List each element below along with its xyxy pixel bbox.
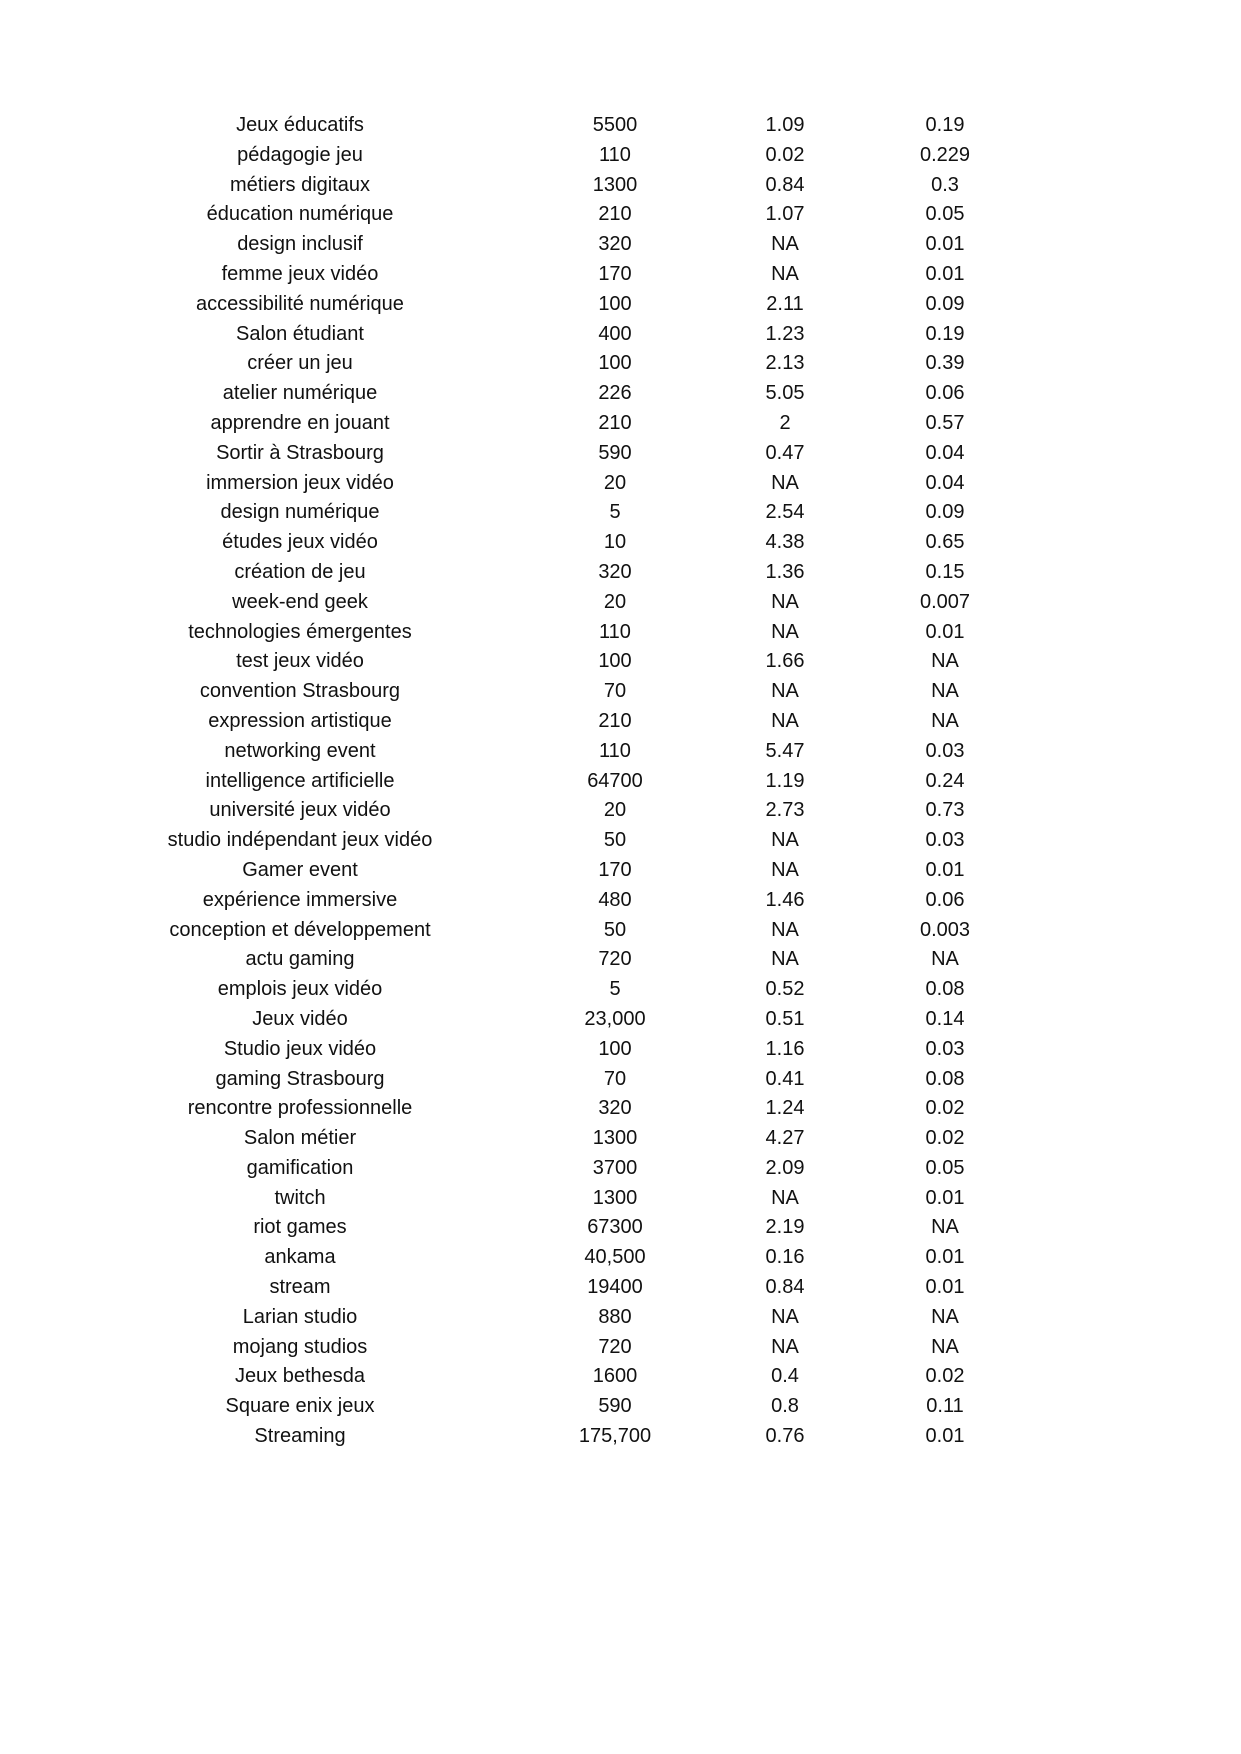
keyword-cell: Gamer event — [242, 858, 358, 881]
competition-cell: 0.14 — [925, 1007, 965, 1030]
keyword-cell: conception et développement — [169, 918, 431, 941]
cpc-cell: 0.41 — [765, 1067, 805, 1090]
competition-cell: NA — [931, 680, 959, 703]
volume-cell: 100 — [598, 292, 632, 315]
volume-cell: 320 — [598, 1097, 632, 1120]
keyword-cell: éducation numérique — [206, 203, 394, 226]
volume-cell: 1300 — [592, 1127, 638, 1150]
table-row — [0, 111, 1241, 141]
cpc-cell: 4.27 — [765, 1127, 805, 1150]
table-row — [0, 707, 1241, 737]
volume-cell: 70 — [603, 1067, 627, 1090]
competition-cell: NA — [931, 709, 959, 732]
keyword-cell: emplois jeux vidéo — [217, 978, 383, 1001]
volume-cell: 3700 — [592, 1156, 638, 1179]
volume-cell: 1600 — [592, 1365, 638, 1388]
table-row — [0, 469, 1241, 499]
table-row — [0, 945, 1241, 975]
competition-cell: NA — [931, 1216, 959, 1239]
cpc-cell: 2.09 — [765, 1156, 805, 1179]
competition-cell: 0.06 — [925, 888, 965, 911]
cpc-cell: NA — [771, 829, 799, 852]
table-row — [0, 498, 1241, 528]
table-row — [0, 290, 1241, 320]
cpc-cell: 1.24 — [765, 1097, 805, 1120]
volume-cell: 170 — [598, 262, 632, 285]
volume-cell: 590 — [598, 1395, 632, 1418]
cpc-cell: 1.16 — [765, 1037, 805, 1060]
table-row — [0, 647, 1241, 677]
table-row — [0, 1243, 1241, 1273]
table-row — [0, 767, 1241, 797]
volume-cell: 400 — [598, 322, 632, 345]
competition-cell: 0.65 — [925, 531, 965, 554]
competition-cell: 0.02 — [925, 1097, 965, 1120]
keyword-cell: expression artistique — [208, 709, 392, 732]
keyword-cell: riot games — [253, 1216, 347, 1239]
keyword-table — [0, 111, 1241, 1452]
table-row — [0, 886, 1241, 916]
keyword-cell: Streaming — [254, 1425, 346, 1448]
competition-cell: 0.3 — [931, 173, 959, 196]
cpc-cell: 0.8 — [771, 1395, 799, 1418]
volume-cell: 50 — [603, 918, 627, 941]
table-row — [0, 1094, 1241, 1124]
cpc-cell: 0.51 — [765, 1007, 805, 1030]
keyword-cell: Larian studio — [242, 1305, 358, 1328]
competition-cell: 0.08 — [925, 1067, 965, 1090]
table-row — [0, 439, 1241, 469]
table-row — [0, 1362, 1241, 1392]
table-row — [0, 1392, 1241, 1422]
keyword-cell: design inclusif — [237, 233, 363, 256]
cpc-cell: 1.46 — [765, 888, 805, 911]
keyword-cell: networking event — [224, 739, 376, 762]
keyword-cell: expérience immersive — [202, 888, 398, 911]
competition-cell: 0.01 — [925, 1186, 965, 1209]
table-row — [0, 677, 1241, 707]
table-row — [0, 200, 1241, 230]
competition-cell: 0.01 — [925, 858, 965, 881]
volume-cell: 170 — [598, 858, 632, 881]
keyword-cell: actu gaming — [245, 948, 355, 971]
competition-cell: 0.01 — [925, 262, 965, 285]
table-row — [0, 1303, 1241, 1333]
cpc-cell: 2.19 — [765, 1216, 805, 1239]
table-row — [0, 975, 1241, 1005]
volume-cell: 5500 — [592, 114, 638, 136]
cpc-cell: 0.76 — [765, 1425, 805, 1448]
competition-cell: 0.01 — [925, 1425, 965, 1448]
table-row — [0, 260, 1241, 290]
table-row — [0, 1065, 1241, 1095]
cpc-cell: 4.38 — [765, 531, 805, 554]
cpc-cell: 1.19 — [765, 769, 805, 792]
competition-cell: 0.24 — [925, 769, 965, 792]
cpc-cell: 2.11 — [766, 292, 804, 315]
keyword-cell: convention Strasbourg — [199, 680, 401, 703]
table-row — [0, 1422, 1241, 1452]
volume-cell: 880 — [598, 1305, 632, 1328]
keyword-cell: technologies émergentes — [188, 620, 412, 643]
volume-cell: 5 — [609, 501, 621, 524]
cpc-cell: 1.07 — [765, 203, 805, 226]
volume-cell: 110 — [599, 739, 631, 762]
keyword-cell: Salon étudiant — [236, 322, 364, 345]
competition-cell: 0.02 — [925, 1127, 965, 1150]
competition-cell: NA — [931, 948, 959, 971]
table-row — [0, 826, 1241, 856]
table-row — [0, 320, 1241, 350]
cpc-cell: NA — [771, 948, 799, 971]
competition-cell: 0.19 — [925, 114, 965, 136]
cpc-cell: 5.47 — [765, 739, 805, 762]
volume-cell: 20 — [603, 590, 627, 613]
keyword-cell: pédagogie jeu — [237, 143, 363, 166]
keyword-cell: atelier numérique — [222, 382, 378, 405]
competition-cell: NA — [931, 650, 959, 673]
competition-cell: 0.01 — [925, 1246, 965, 1269]
competition-cell: 0.01 — [925, 233, 965, 256]
keyword-cell: test jeux vidéo — [236, 650, 364, 673]
keyword-cell: week-end geek — [232, 590, 368, 613]
cpc-cell: 0.84 — [765, 1276, 805, 1299]
volume-cell: 50 — [603, 829, 627, 852]
keyword-cell: apprendre en jouant — [210, 411, 390, 434]
keyword-cell: Jeux vidéo — [252, 1007, 348, 1030]
table-row — [0, 1154, 1241, 1184]
volume-cell: 320 — [598, 560, 632, 583]
cpc-cell: 0.16 — [765, 1246, 805, 1269]
volume-cell: 175,700 — [578, 1425, 652, 1448]
volume-cell: 480 — [598, 888, 632, 911]
cpc-cell: 0.52 — [765, 978, 805, 1001]
competition-cell: NA — [931, 1305, 959, 1328]
competition-cell: 0.57 — [925, 411, 965, 434]
table-row — [0, 856, 1241, 886]
keyword-cell: rencontre professionnelle — [187, 1097, 413, 1120]
volume-cell: 20 — [603, 471, 627, 494]
cpc-cell: NA — [771, 709, 799, 732]
table-row — [0, 796, 1241, 826]
keyword-cell: Square enix jeux — [225, 1395, 375, 1418]
volume-cell: 64700 — [587, 769, 643, 792]
competition-cell: 0.04 — [925, 471, 965, 494]
competition-cell: 0.03 — [925, 739, 965, 762]
cpc-cell: NA — [771, 262, 799, 285]
cpc-cell: 2.73 — [765, 799, 805, 822]
table-row — [0, 1184, 1241, 1214]
table-row — [0, 588, 1241, 618]
keyword-cell: immersion jeux vidéo — [206, 471, 394, 494]
cpc-cell: NA — [771, 471, 799, 494]
cpc-cell: NA — [771, 1305, 799, 1328]
table-row — [0, 1005, 1241, 1035]
table-row — [0, 1273, 1241, 1303]
table-row — [0, 558, 1241, 588]
competition-cell: 0.19 — [925, 322, 965, 345]
competition-cell: 0.73 — [925, 799, 965, 822]
cpc-cell: 1.23 — [765, 322, 805, 345]
table-row — [0, 528, 1241, 558]
volume-cell: 1300 — [592, 173, 638, 196]
keyword-cell: Salon métier — [243, 1127, 357, 1150]
cpc-cell: 0.4 — [771, 1365, 799, 1388]
keyword-cell: twitch — [274, 1186, 326, 1209]
volume-cell: 5 — [609, 978, 621, 1001]
table-row — [0, 1035, 1241, 1065]
table-row — [0, 349, 1241, 379]
volume-cell: 720 — [598, 948, 632, 971]
competition-cell: 0.39 — [925, 352, 965, 375]
keyword-cell: mojang studios — [232, 1335, 368, 1358]
cpc-cell: NA — [771, 858, 799, 881]
keyword-cell: accessibilité numérique — [196, 292, 404, 315]
competition-cell: 0.03 — [925, 1037, 965, 1060]
competition-cell: 0.02 — [925, 1365, 965, 1388]
table-row — [0, 1213, 1241, 1243]
cpc-cell: 0.47 — [765, 441, 805, 464]
volume-cell: 110 — [599, 143, 631, 166]
cpc-cell: 1.09 — [765, 114, 805, 136]
cpc-cell: NA — [771, 620, 799, 643]
keyword-cell: création de jeu — [234, 560, 366, 583]
cpc-cell: 5.05 — [765, 382, 805, 405]
volume-cell: 590 — [598, 441, 632, 464]
keyword-cell: Jeux bethesda — [234, 1365, 366, 1388]
table-row — [0, 379, 1241, 409]
volume-cell: 19400 — [587, 1276, 643, 1299]
table-row — [0, 1124, 1241, 1154]
volume-cell: 320 — [598, 233, 632, 256]
volume-cell: 100 — [598, 352, 632, 375]
competition-cell: 0.01 — [925, 620, 965, 643]
cpc-cell: NA — [771, 1186, 799, 1209]
competition-cell: 0.09 — [925, 501, 965, 524]
volume-cell: 10 — [603, 531, 627, 554]
table-row — [0, 141, 1241, 171]
cpc-cell: 0.02 — [765, 143, 805, 166]
volume-cell: 1300 — [592, 1186, 638, 1209]
table-row — [0, 409, 1241, 439]
volume-cell: 210 — [598, 709, 632, 732]
table-row — [0, 618, 1241, 648]
cpc-cell: NA — [771, 680, 799, 703]
keyword-cell: gaming Strasbourg — [215, 1067, 385, 1090]
table-row — [0, 230, 1241, 260]
keyword-cell: intelligence artificielle — [205, 769, 395, 792]
competition-cell: 0.06 — [925, 382, 965, 405]
volume-cell: 40,500 — [584, 1246, 646, 1269]
competition-cell: 0.08 — [925, 978, 965, 1001]
cpc-cell: 2 — [779, 411, 791, 434]
keyword-cell: Jeux éducatifs — [236, 114, 364, 136]
cpc-cell: NA — [771, 918, 799, 941]
keyword-cell: métiers digitaux — [229, 173, 371, 196]
cpc-cell: NA — [771, 590, 799, 613]
keyword-cell: études jeux vidéo — [222, 531, 378, 554]
cpc-cell: 0.84 — [765, 173, 805, 196]
volume-cell: 110 — [599, 620, 631, 643]
cpc-cell: NA — [771, 233, 799, 256]
competition-cell: 0.15 — [925, 560, 965, 583]
competition-cell: 0.04 — [925, 441, 965, 464]
competition-cell: 0.09 — [925, 292, 965, 315]
keyword-cell: studio indépendant jeux vidéo — [167, 829, 433, 852]
competition-cell: 0.229 — [919, 143, 971, 166]
keyword-cell: créer un jeu — [247, 352, 353, 375]
competition-cell: 0.003 — [919, 918, 971, 941]
competition-cell: 0.05 — [925, 203, 965, 226]
competition-cell: 0.03 — [925, 829, 965, 852]
keyword-cell: université jeux vidéo — [209, 799, 391, 822]
keyword-cell: ankama — [264, 1246, 336, 1269]
keyword-cell: femme jeux vidéo — [221, 262, 379, 285]
keyword-cell: gamification — [246, 1156, 354, 1179]
volume-cell: 67300 — [587, 1216, 643, 1239]
volume-cell: 210 — [598, 203, 632, 226]
competition-cell: NA — [931, 1335, 959, 1358]
competition-cell: 0.007 — [919, 590, 971, 613]
volume-cell: 23,000 — [584, 1007, 646, 1030]
keyword-cell: stream — [269, 1276, 331, 1299]
volume-cell: 100 — [598, 1037, 632, 1060]
cpc-cell: 1.36 — [765, 560, 805, 583]
table-row — [0, 916, 1241, 946]
keyword-cell: Sortir à Strasbourg — [216, 441, 384, 464]
table-row — [0, 1333, 1241, 1363]
volume-cell: 20 — [603, 799, 627, 822]
volume-cell: 720 — [598, 1335, 632, 1358]
competition-cell: 0.05 — [925, 1156, 965, 1179]
volume-cell: 210 — [598, 411, 632, 434]
table-row — [0, 171, 1241, 201]
cpc-cell: NA — [771, 1335, 799, 1358]
cpc-cell: 2.13 — [765, 352, 805, 375]
cpc-cell: 2.54 — [765, 501, 805, 524]
keyword-cell: Studio jeux vidéo — [223, 1037, 377, 1060]
competition-cell: 0.01 — [925, 1276, 965, 1299]
volume-cell: 100 — [598, 650, 632, 673]
competition-cell: 0.11 — [926, 1395, 964, 1418]
keyword-cell: design numérique — [220, 501, 380, 524]
cpc-cell: 1.66 — [765, 650, 805, 673]
volume-cell: 70 — [603, 680, 627, 703]
table-row — [0, 737, 1241, 767]
volume-cell: 226 — [598, 382, 632, 405]
